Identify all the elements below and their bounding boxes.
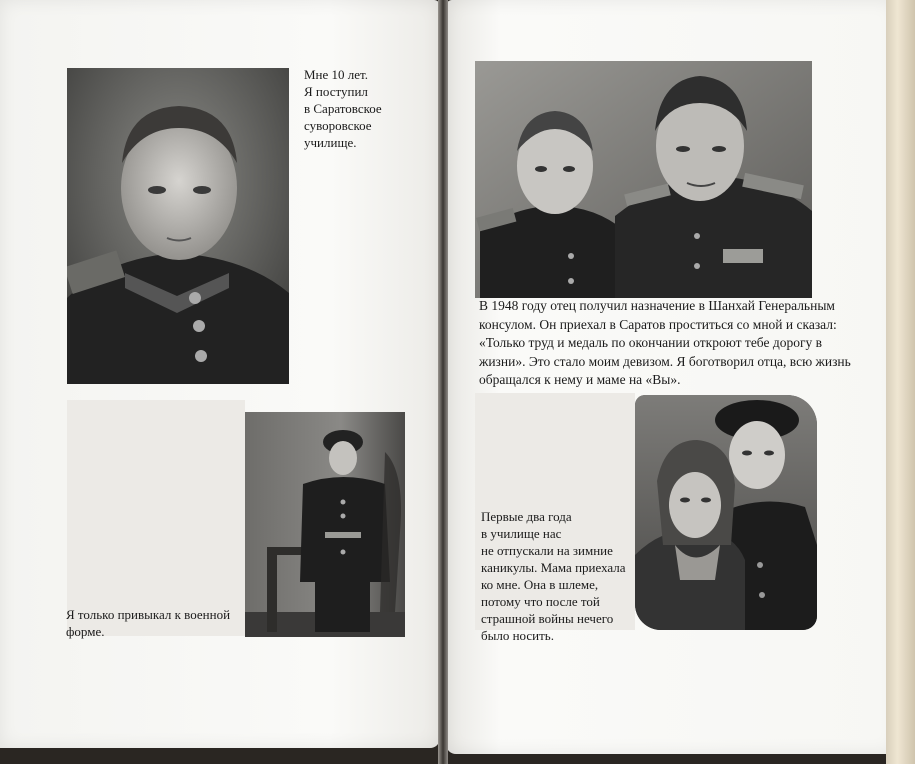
photo-boy-portrait	[67, 68, 289, 384]
caption-line: ко мне. Она в шлеме,	[481, 577, 599, 592]
caption-uniform	[66, 606, 230, 640]
blank-area	[67, 400, 245, 636]
caption-line: Мне 10 лет.	[304, 67, 368, 82]
photo-boy-full-length	[245, 412, 405, 637]
photo-mother-and-son	[635, 395, 817, 630]
caption-line: потому что после той	[481, 594, 600, 609]
caption-line: не отпускали на зимние	[481, 543, 613, 558]
caption-line: Я только привыкал к военной	[66, 607, 231, 622]
caption-line: консулом. Он приехал в Саратов проститься со мной и сказал:	[479, 316, 837, 332]
caption-line: «Только труд и медаль по окончании откроют тебе дорогу в	[479, 335, 823, 350]
caption-line: обращался к нему и маме на «Вы».	[479, 372, 681, 387]
caption-line: В 1948 году отец получил назначение в Шанхай Генеральным	[479, 298, 835, 313]
right-page	[446, 0, 896, 754]
caption-line: жизни». Это стало моим девизом. Я боготворил отца, всю жизнь	[479, 353, 851, 369]
caption-line: форме.	[66, 624, 105, 639]
page-edges	[886, 0, 915, 764]
caption-line: Я поступил	[304, 84, 368, 99]
book-gutter	[438, 0, 448, 764]
caption-line: страшной войны нечего	[481, 611, 614, 626]
caption-line: в Саратовское	[304, 101, 382, 116]
caption-line: училище.	[304, 135, 357, 150]
photo-father-and-son	[475, 61, 812, 298]
caption-line: было носить.	[481, 628, 554, 643]
caption-line: Первые два года	[481, 509, 572, 524]
caption-father-consul	[479, 297, 851, 390]
caption-boy-age	[304, 66, 382, 151]
caption-line: суворовское	[304, 118, 372, 133]
caption-line: в училище нас	[481, 526, 562, 541]
left-page	[0, 0, 440, 748]
caption-winter-holidays	[481, 508, 626, 644]
caption-line: каникулы. Мама приехала	[481, 560, 626, 575]
